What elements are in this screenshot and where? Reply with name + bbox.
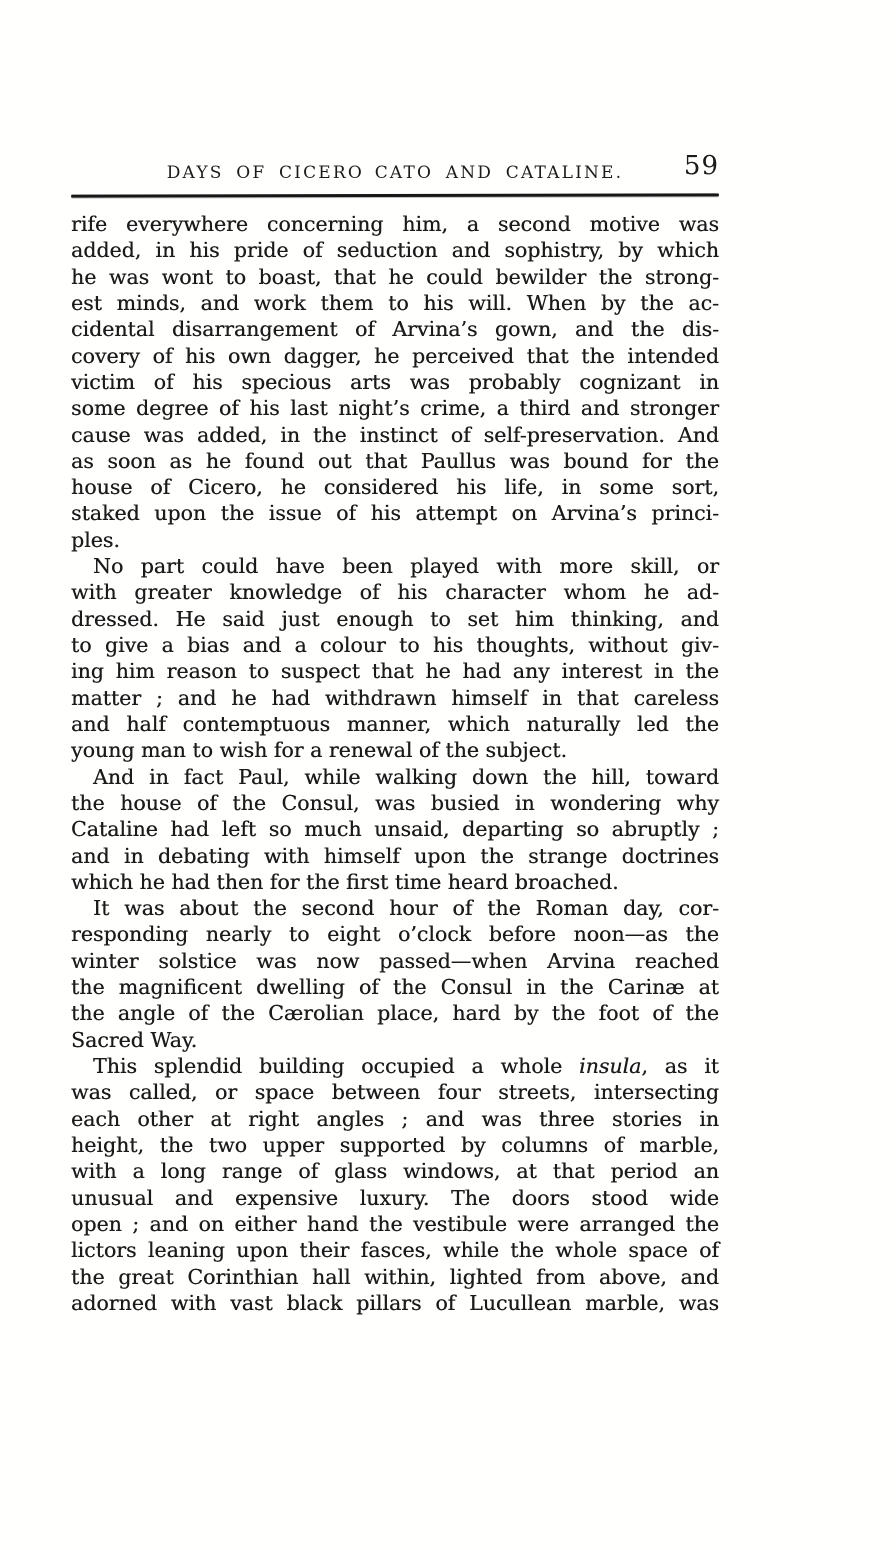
text-line: each other at right angles ; and was three stories in <box>71 1106 719 1131</box>
text-line: height, the two upper supported by columns of marble, <box>71 1132 719 1157</box>
text-line: cause was added, in the instinct of self-preservation. And <box>71 422 719 447</box>
page-number: 59 <box>683 151 719 181</box>
text-line: young man to wish for a renewal of the subject. <box>71 738 567 763</box>
text-line: cidental disarrangement of Arvina’s gown, and the dis- <box>71 317 719 342</box>
text-line: covery of his own dagger, he perceived that the intended <box>71 343 719 368</box>
text-line: lictors leaning upon their fasces, while the whole space of <box>71 1238 719 1263</box>
page-header <box>71 150 719 190</box>
text-line: unusual and expensive luxury. The doors stood wide <box>71 1185 719 1210</box>
page-text <box>71 211 719 1316</box>
text-line: matter ; and he had withdrawn himself in that careless <box>71 685 719 710</box>
text-line: the angle of the Cærolian place, hard by the foot of the <box>71 1001 719 1026</box>
text-line: It was about the second hour of the Roman day, cor- <box>93 896 719 921</box>
text-line: as soon as he found out that Paullus was bound for the <box>71 448 719 473</box>
text-line: to give a bias and a colour to his thoughts, without giv- <box>71 633 719 657</box>
text-line: the magnificent dwelling of the Consul in the Carinæ at <box>71 975 719 1000</box>
text-line: the great Corinthian hall within, lighted from above, and <box>71 1264 719 1289</box>
text-line: some degree of his last night’s crime, a third and stronger <box>71 396 719 421</box>
text-line: with greater knowledge of his character whom he ad- <box>71 580 719 605</box>
running-title: DAYS OF CICERO CATO AND CATALINE. <box>166 163 624 183</box>
text-line: victim of his specious arts was probably cognizant in <box>71 369 719 394</box>
text-line: and in debating with himself upon the strange doctrines <box>71 843 719 868</box>
text-line: No part could have been played with more skill, or <box>93 554 719 579</box>
text-line: est minds, and work them to his will. When by the ac- <box>71 290 719 315</box>
text-line: open ; and on either hand the vestibule were arranged the <box>71 1211 719 1236</box>
text-line: added, in his pride of seduction and sophistry, by which <box>71 238 719 263</box>
text-line: adorned with vast black pillars of Lucullean marble, was <box>71 1290 719 1315</box>
text-line: ing him reason to suspect that he had any interest in the <box>71 659 719 684</box>
text-line: and half contemptuous manner, which naturally led the <box>71 711 719 736</box>
text-line: And in fact Paul, while walking down the hill, toward <box>93 764 719 789</box>
text-line: This splendid building occupied a whole insula, as it <box>93 1054 719 1078</box>
text-line: which he had then for the first time heard broached. <box>71 869 619 894</box>
text-line: Sacred Way. <box>71 1027 198 1052</box>
text-line: Cataline had left so much unsaid, departing so abruptly ; <box>71 817 719 842</box>
header-rule <box>71 193 719 197</box>
text-line: house of Cicero, he considered his life, in some sort, <box>71 475 719 500</box>
text-line: responding nearly to eight o’clock before noon—as the <box>71 922 719 947</box>
text-line: he was wont to boast, that he could bewilder the strong- <box>71 264 719 289</box>
text-line: dressed. He said just enough to set him thinking, and <box>71 606 719 631</box>
text-line: winter solstice was now passed—when Arvina reached <box>71 948 719 973</box>
text-line: was called, or space between four streets, intersecting <box>71 1080 719 1105</box>
text-line: ples. <box>71 527 120 552</box>
text-line: staked upon the issue of his attempt on Arvina’s princi- <box>71 501 719 526</box>
text-line: rife everywhere concerning him, a second motive was <box>71 212 719 236</box>
text-line: the house of the Consul, was busied in wondering why <box>71 790 719 815</box>
text-line: with a long range of glass windows, at that period an <box>71 1159 719 1184</box>
